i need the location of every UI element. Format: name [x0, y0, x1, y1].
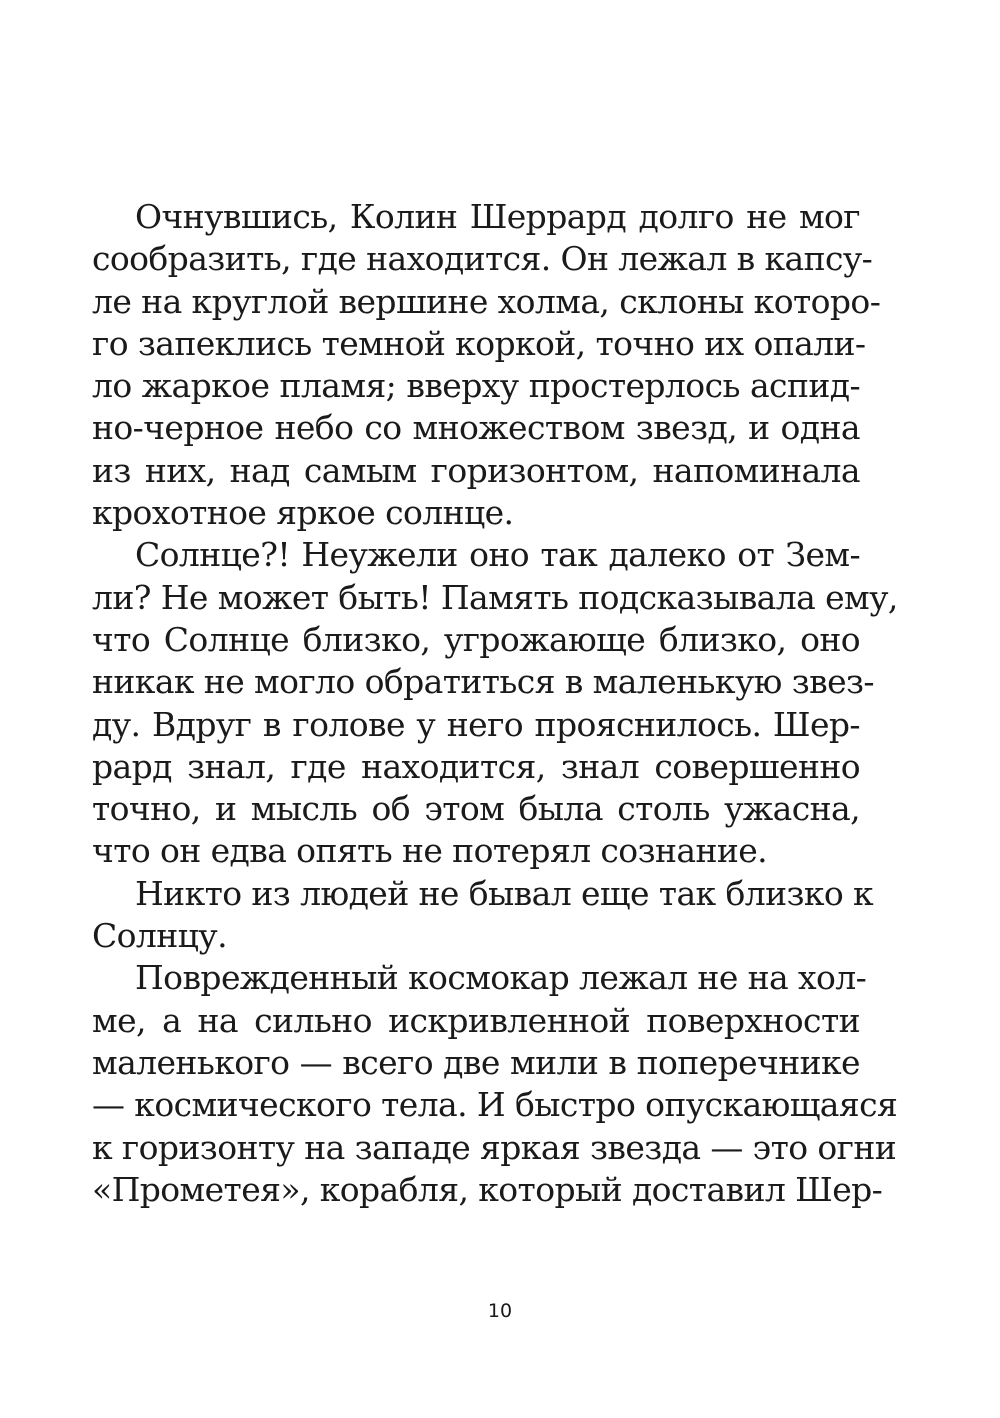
text-line: маленького — всего две мили в поперечнике — [92, 1042, 860, 1082]
text-line: Поврежденный космокар лежал не на хол- — [135, 958, 867, 998]
text-line: Солнце?! Неужели оно так далеко от Зем- — [135, 535, 860, 575]
text-line: точно, и мысль об этом была столь ужасна, — [92, 789, 860, 829]
page-number: 10 — [487, 1300, 513, 1322]
text-line: Никто из людей не бывал еще так близко к — [135, 873, 874, 913]
body-text — [92, 196, 898, 1211]
text-line: сообразить, где находится. Он лежал в капсу- — [92, 239, 873, 279]
text-line: «Прометея», корабля, который доставил Шер- — [92, 1169, 883, 1209]
text-line: ду. Вдруг в голове у него прояснилось. Шер- — [92, 704, 860, 744]
text-line: Очнувшись, Колин Шеррард долго не мог — [135, 197, 860, 236]
text-line: ле на круглой вершине холма, склоны которо- — [92, 281, 881, 321]
text-line: крохотное яркое солнце. — [92, 493, 514, 533]
text-line: ли? Не может быть! Память подсказывала ему, — [92, 577, 898, 617]
text-line: что он едва опять не потерял сознание. — [92, 831, 768, 871]
text-line: к горизонту на западе яркая звезда — это огни — [92, 1127, 897, 1167]
text-line: из них, над самым горизонтом, напоминала — [92, 450, 860, 490]
text-line: но-черное небо со множеством звезд, и одна — [92, 408, 860, 448]
text-line: го запеклись темной коркой, точно их опали- — [92, 323, 866, 363]
text-line: что Солнце близко, угрожающе близко, оно — [92, 619, 860, 659]
text-line: никак не могло обратиться в маленькую звез- — [92, 662, 874, 702]
text-line: — космического тела. И быстро опускающаяся — [92, 1085, 898, 1125]
text-line: ло жаркое пламя; вверху простерлось аспид- — [92, 366, 860, 406]
text-line: ме, а на сильно искривленной поверхности — [92, 1000, 860, 1040]
text-line: Солнцу. — [92, 916, 228, 956]
text-line: рард знал, где находится, знал совершенно — [92, 746, 860, 786]
